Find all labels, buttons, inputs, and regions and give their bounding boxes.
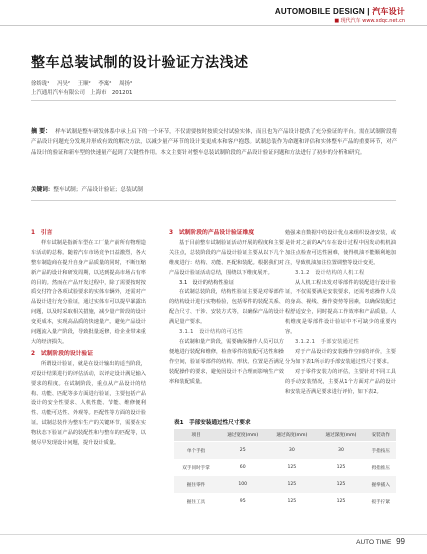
table-row	[174, 459, 396, 476]
page-number: 99	[396, 537, 405, 546]
paragraph: 从人机工程出发对零部件的装配进行设计验证，不仅需要满足安装要求，还需考虑操作人员的身高、视线、操作姿势等因素，以确保装配过程舒适安全，同时提高工作效率和产品质量。人机维度是零部件设计验证中不可缺少的重要内容。	[285, 279, 396, 336]
table-cell: 25	[218, 442, 267, 460]
table-row	[174, 476, 396, 493]
column-header: 通过高度(mm)	[267, 429, 316, 442]
abstract	[31, 127, 397, 158]
paragraph: 基于目前整车试制验证活动开展的程度和主要关注点，总装阶段的产品设计验证主要从以下几个维度进行：结构、功能、匹配和装配。根据我们对产品设计验证活动总结，围绕以下维度展开。	[169, 239, 284, 276]
table-cell: 60	[239, 465, 246, 470]
magazine-subtitle: ■ 现代汽车 www.xdqc.net.cn	[334, 18, 405, 24]
page-footer	[356, 537, 405, 546]
magazine-header	[275, 6, 405, 17]
table-cell: 30	[267, 442, 316, 460]
table-cell: 125	[336, 465, 346, 470]
data-table	[174, 429, 396, 510]
table-cell: 手指按压	[366, 442, 396, 460]
subsection-heading: 3.1 设计的结构性验证	[179, 279, 234, 286]
body-column-3	[285, 229, 396, 397]
table-cell: 单个手指	[174, 442, 218, 460]
footer-brand: AUTO TIME	[356, 539, 392, 546]
column-header: 项目	[174, 429, 218, 442]
column-header: 通过宽度(mm)	[218, 429, 267, 442]
subsection-heading: 3.1.2 设计结构的人机工程	[295, 269, 365, 276]
paragraph: 对于产品设计的安装操作空间的评价，主要分为如下表1所示的手部安装通过性尺寸要求。	[285, 348, 396, 365]
author: 王顺²	[77, 81, 91, 87]
table-cell: 30	[316, 442, 365, 460]
subsection-heading: 3.1.1 设计结构的可达性	[179, 329, 244, 336]
paragraph: 对于零件安装力的评估，主要针对不同工具的手动安装情况，主要从1个方面对产品的设计和安装是否满足要求进行评价，如下表2。	[285, 368, 396, 395]
table-row	[174, 493, 396, 510]
table-cell: 双手同时手掌	[182, 465, 210, 471]
author: 徐娇珑¹	[31, 81, 50, 87]
table-cell: 拇指推压	[371, 465, 390, 471]
section-heading: 3 试制阶段的产品设计验证维度	[169, 230, 255, 236]
subsection-heading: 3.1.2.1 手部安装通过性	[295, 338, 360, 345]
footer-divider	[0, 534, 427, 535]
author: 周扬³	[119, 81, 133, 87]
table-cell: 125	[316, 476, 365, 493]
table-cell: 握住零件	[174, 476, 218, 493]
paragraph: 样车试制是指新车型在工厂量产前所有物理造车活动的总称。随着汽车市场竞争日益激烈，各大整车制造商在提升自身产品质量的同时，不断压缩新产品的设计和研发周期，以达到提高市场占有率的目的。然而在产品开发过程中，除了需要按时按质交付符合各项试验要求的实体车辆外，还需对产品设计进行充分验证，通过实体车可以提早暴露出问题，以及时采取相关措施，减少量产阶段的设计变更成本，实现高品质的快速量产。避免产品设计问题流入量产阶段，导致批量返修，给企业带来重大的经济损失。	[31, 239, 146, 345]
table-row	[174, 442, 396, 460]
table-cell: 100	[218, 476, 267, 493]
abstract-label: 摘 要：	[31, 128, 52, 135]
table-cell: 125	[287, 499, 297, 504]
paragraph: 在试制总装阶段，结构性验证主要是对零部件的结构设计进行实物检验，包括零件的装配关系、配合尺寸、干涉、安装方式等，以确保产品的设计满足量产要求。	[169, 289, 284, 326]
table-cell: 125	[336, 499, 346, 504]
article-title: 整车总装试制的设计验证方法浅述	[31, 55, 249, 71]
author-list	[31, 79, 138, 87]
table-header-row	[174, 429, 396, 442]
table-cell: 125	[287, 465, 297, 470]
table-cell: 扳手拧紧	[371, 499, 390, 505]
keywords-text: 整车试制；产品设计验证；总装试制	[53, 187, 143, 193]
keywords	[31, 185, 143, 193]
header-divider-line	[0, 25, 427, 26]
abstract-text: 样车试制是整车研发体系中承上启下的一个环节，不仅需要按时按质交付试验实体，而且也为产品设计提供了充分验证的平台。需在试制阶段将产品设计问题充分发现并形成有效的解决方法，以减少量产环节的设计变更成本和客户抱怨。试制总装作为命题和评估和实体整车产品的重要环节，对产品设计的验证和新车型的快速量产起到了关键性作用。本文主要针对整车总装试制阶段的产品设计验证问题和方法进行了初步的分析和研究。	[31, 129, 397, 156]
column-header: 通过深度(mm)	[316, 429, 365, 442]
author-affiliation: 上汽通用汽车有限公司 上海市 201201	[31, 90, 133, 96]
column-header: 安装动作	[366, 429, 396, 442]
table-1	[174, 418, 396, 510]
table-caption: 表1 手部安装通过性尺寸要求	[174, 420, 251, 426]
magazine-name-cn: 汽车设计	[372, 7, 405, 16]
table-cell: 125	[267, 476, 316, 493]
divider	[31, 200, 396, 201]
table-cell: 握住工具	[186, 499, 206, 505]
magazine-name: AUTOMOBILE DESIGN	[274, 7, 365, 16]
section-heading: 1 引言	[31, 230, 53, 236]
paragraph: 在试制和量产阶段，需要确保操作人员可以方便地进行装配和维修，检查零件的装配可达性和操作空间，验证零部件的结构、形状、位置是否满足装配操作的要求，避免因设计不合理而影响生产效率和装配质量。	[169, 338, 284, 385]
table-cell: 95	[239, 499, 246, 504]
body-column-1	[31, 229, 146, 449]
paragraph: 勉强来自数据中的设计优点来组织设备安装，或是针对之前的A汽车在设计过程中因发动机机油加注点检查可达性困难，使得机油不能顺利地加注，导致机油加注位置调整等设计变更。	[285, 230, 396, 266]
author: 李寓²	[98, 81, 112, 87]
section-heading: 2 试制阶段的设计验证	[31, 350, 94, 357]
table-cell: 握拳插入	[366, 476, 396, 493]
body-column-2	[169, 229, 284, 388]
author: 冯昊²	[57, 81, 71, 87]
header-divider: |	[367, 7, 370, 16]
keywords-label: 关键词：	[31, 187, 54, 193]
paragraph: 所谓设计验证，就是在设计输出的适当阶段，对设计结果进行的评估活动，以评定设计满足输入要求的程度。在试制阶段，重点从产品设计的结构、功能、匹配等多方面进行验证，主要包括产品设计的安全性要求、人机性能、节能、维修便利性、功能可达性、外观等。匹配性等方面的设计验证。试制总装作为整车生产的关键环节，需要在实物状态下验证产品的装配性和与整车的匹配等，以便尽早发现设计问题，提升设计质量。	[31, 360, 146, 447]
divider	[31, 100, 396, 101]
